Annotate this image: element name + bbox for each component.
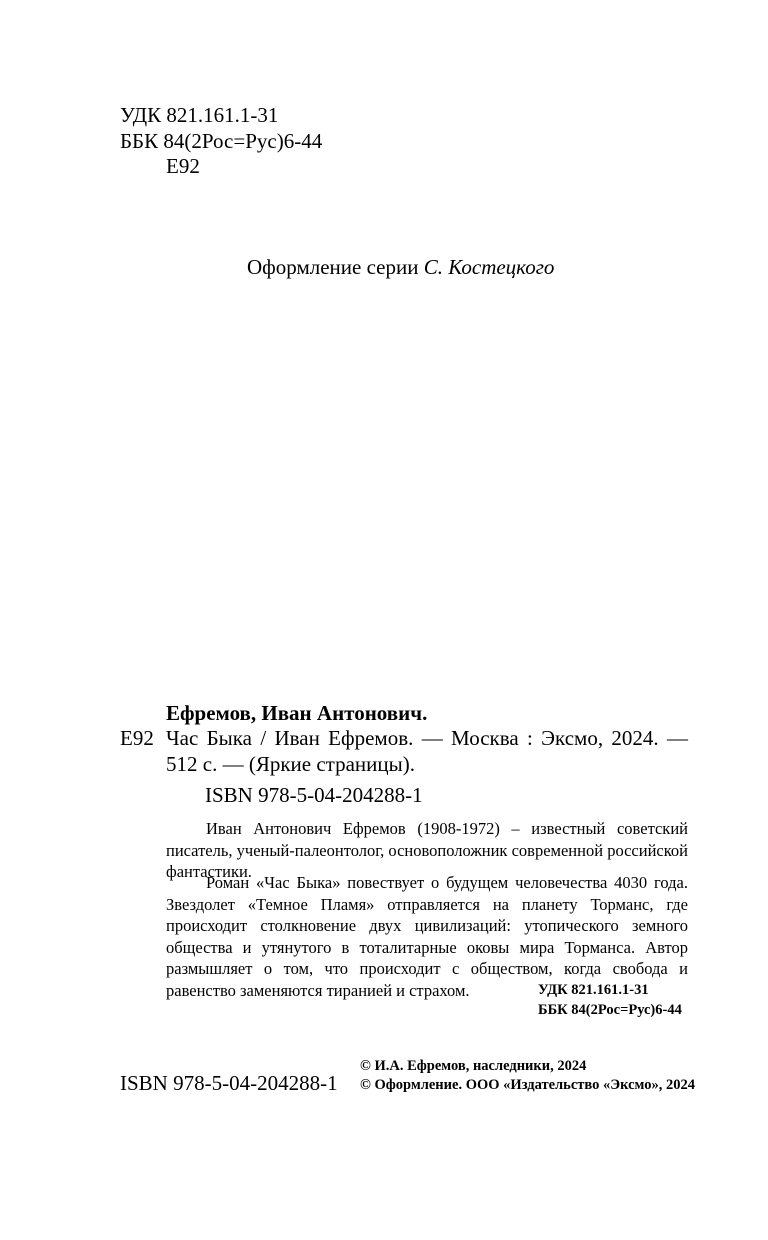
record-author: Ефремов, Иван Антонович.	[166, 701, 428, 725]
annotation-paragraph-1: Иван Антонович Ефремов (1908-1972) – известный советский писатель, ученый-палеонтолог, основоположник современной российской фантастики.	[166, 819, 688, 882]
copyright-design: © Оформление. ООО «Издательство «Эксмо», 2024	[360, 1077, 695, 1093]
record-isbn: ISBN 978-5-04-204288-1	[205, 783, 423, 807]
record-title-line: Час Быка / Иван Ефремов. — Москва : Эксмо, 2024. — 512 с. — (Яркие страницы).	[166, 726, 688, 776]
udk-code: УДК 821.161.1-31	[120, 103, 279, 127]
series-designer-name: С. Костецкого	[423, 255, 555, 279]
annotation-paragraph-2: Роман «Час Быка» повествует о будущем человечества 4030 года. Звездолет «Темное Пламя» отправляется на планету Торманс, где происходит столкновение двух цивилизаций: утопического земного общества и утянутого в тоталитарные оковы мира Торманса. Автор размышляет о том, что происходит с обществом, когда свобода и равенство заменяются тиранией и страхом.	[166, 873, 688, 1000]
udk-code-small: УДК 821.161.1-31	[538, 982, 649, 998]
record-author-mark: Е92	[120, 726, 154, 750]
bbk-code-small: ББК 84(2Рос=Рус)6-44	[538, 1002, 682, 1018]
author-mark: Е92	[166, 154, 200, 178]
footer-isbn: ISBN 978-5-04-204288-1	[120, 1071, 338, 1095]
bbk-code: ББК 84(2Рос=Рус)6-44	[120, 129, 323, 153]
series-design-prefix: Оформление серии	[247, 255, 419, 279]
series-design-credit	[247, 254, 554, 280]
copyright-author: © И.А. Ефремов, наследники, 2024	[360, 1058, 587, 1074]
